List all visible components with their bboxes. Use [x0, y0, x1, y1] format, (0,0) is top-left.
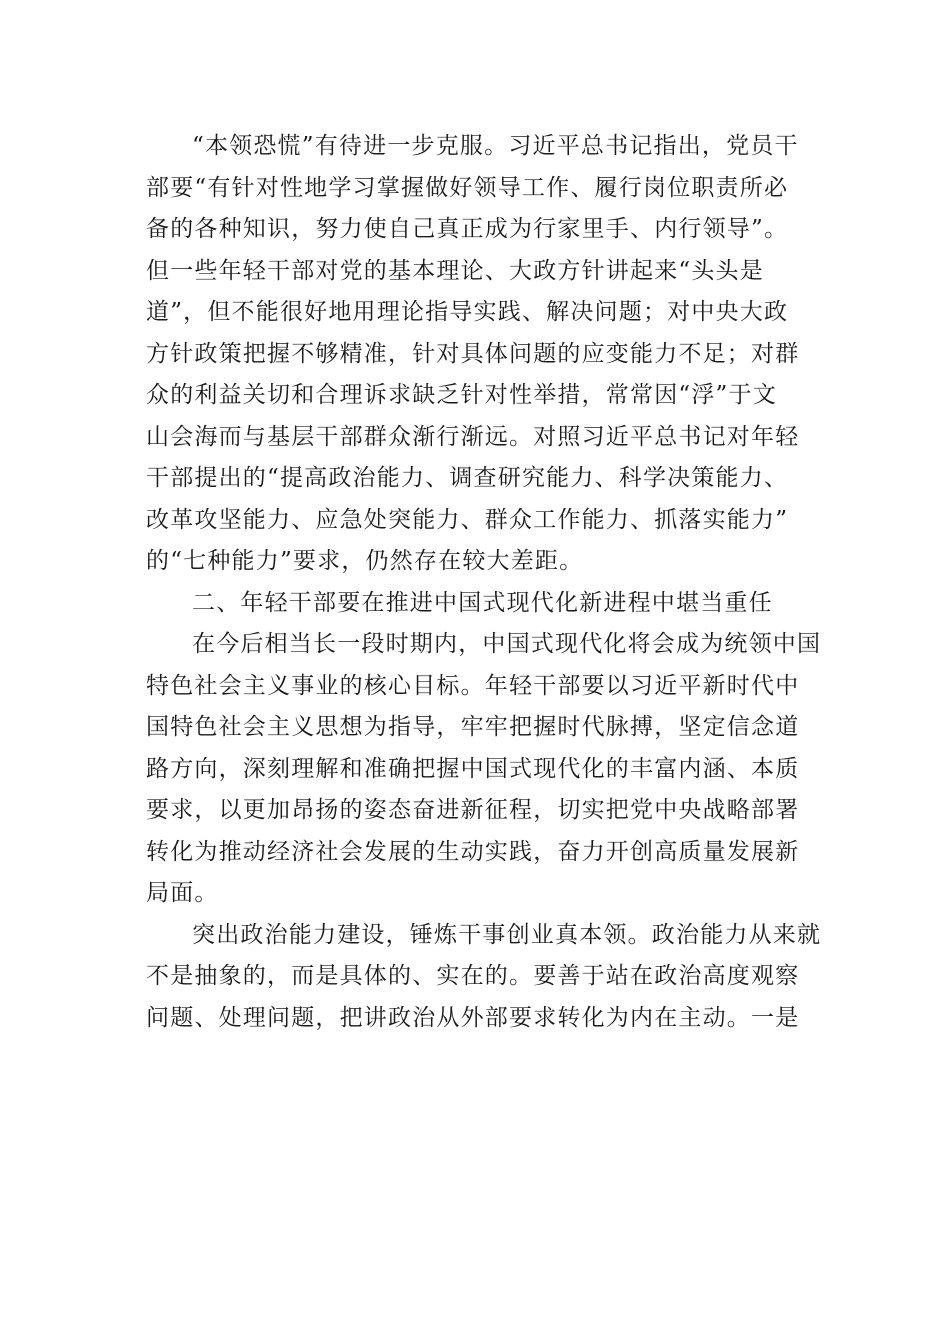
paragraph-line: 备的各种知识，努力使自己真正成为行家里手、内行领导”。 — [146, 216, 789, 242]
paragraph-line: 路方向，深刻理解和准确把握中国式现代化的丰富内涵、本质 — [146, 755, 800, 782]
paragraph-line: 在今后相当长一段时期内，中国式现代化将会成为统领中国 — [192, 631, 822, 657]
paragraph-line: 突出政治能力建设，锤炼干事创业真本领。政治能力从来就 — [192, 921, 822, 948]
paragraph-line: 道”，但不能很好地用理论指导实践、解决问题；对中央大政 — [146, 299, 789, 325]
paragraph-line: 问题、处理问题，把讲政治从外部要求转化为内在主动。一是 — [146, 1004, 800, 1031]
section-heading-two — [146, 583, 806, 625]
paragraph-line: 但一些年轻干部对党的基本理论、大政方针讲起来“头头是 — [146, 257, 764, 284]
paragraph-line: 转化为推动经济社会发展的生动实践，奋力开创高质量发展新 — [146, 838, 800, 865]
paragraph-line: 干部提出的“提高政治能力、调查研究能力、科学决策能力、 — [146, 465, 789, 491]
paragraph-line: 方针政策把握不够精准，针对具体问题的应变能力不足；对群 — [146, 340, 800, 367]
paragraph-line: 部要“有针对性地学习掌握做好领导工作、履行岗位职责所必 — [146, 174, 789, 201]
paragraph-line: 国特色社会主义思想为指导，牢牢把握时代脉搏，坚定信念道 — [146, 714, 800, 740]
paragraph-ability-panic — [146, 126, 806, 583]
paragraph-line: 的“七种能力”要求，仍然存在较大差距。 — [146, 548, 584, 574]
paragraph-line: 要求，以更加昂扬的姿态奋进新征程，切实把党中央战略部署 — [146, 797, 800, 823]
paragraph-line: 山会海而与基层干部群众渐行渐远。对照习近平总书记对年轻 — [146, 423, 800, 450]
paragraph-line: 特色社会主义事业的核心目标。年轻干部要以习近平新时代中 — [146, 672, 800, 699]
document-body — [146, 126, 822, 1039]
paragraph-line: 众的利益关切和合理诉求缺乏针对性举措，常常因“浮”于文 — [146, 382, 777, 408]
paragraph-political-ability — [146, 915, 822, 1040]
section-heading-line: 二、年轻干部要在推进中国式现代化新进程中堪当重任 — [192, 589, 773, 616]
paragraph-chinese-modernization — [146, 624, 822, 915]
paragraph-line: 改革攻坚能力、应急处突能力、群众工作能力、抓落实能力” — [146, 506, 789, 533]
paragraph-line: 不是抽象的，而是具体的、实在的。要善于站在政治高度观察 — [146, 963, 800, 989]
paragraph-line: 局面。 — [146, 880, 219, 906]
paragraph-line: “本领恐慌”有待进一步克服。习近平总书记指出，党员干 — [192, 133, 799, 159]
